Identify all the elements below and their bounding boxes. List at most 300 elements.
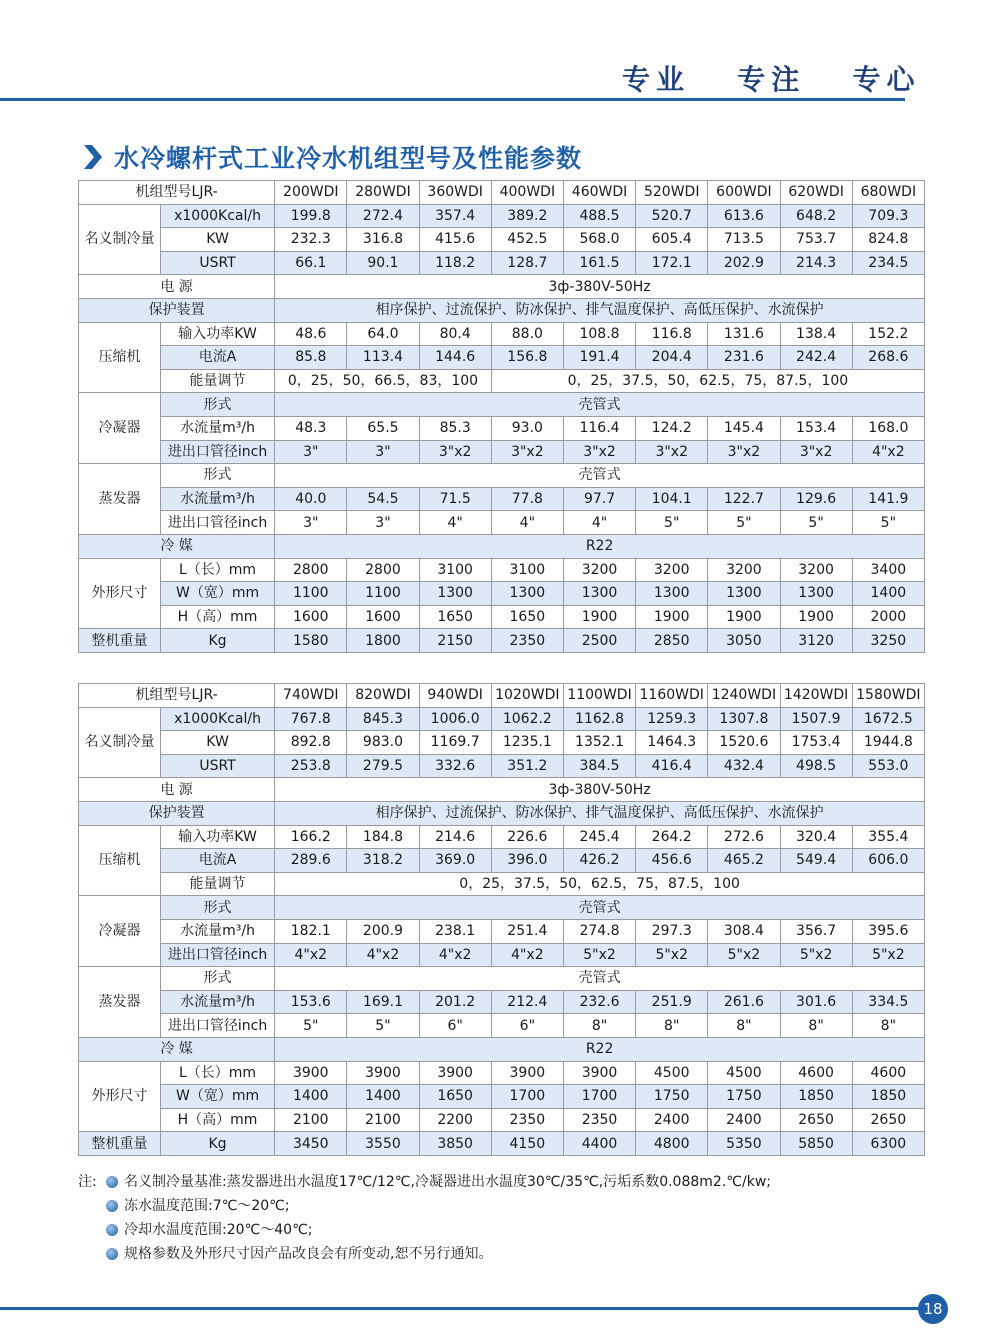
row-label: 能量调节 bbox=[160, 369, 274, 393]
row-label: 水流量m³/h bbox=[160, 487, 274, 511]
input-power: 80.4 bbox=[419, 322, 491, 346]
condenser-flow: 93.0 bbox=[491, 416, 563, 440]
weight: 4400 bbox=[563, 1132, 635, 1156]
capacity-usrt: 279.5 bbox=[347, 754, 419, 778]
evaporator-pipe: 8" bbox=[708, 1014, 780, 1038]
height: 1900 bbox=[563, 605, 635, 629]
row-label: 输入功率KW bbox=[160, 322, 274, 346]
power-label: 电 源 bbox=[79, 778, 275, 802]
page-number: 18 bbox=[918, 1294, 948, 1324]
condenser-pipe: 5"x2 bbox=[852, 943, 924, 967]
table-row bbox=[79, 393, 925, 417]
notes-label: 注: bbox=[78, 1174, 97, 1190]
dimensions-label: 外形尺寸 bbox=[79, 1061, 161, 1132]
spec-table-1 bbox=[78, 180, 925, 653]
width: 1300 bbox=[563, 582, 635, 606]
model-header: 1100WDI bbox=[563, 684, 635, 708]
evaporator-pipe: 3" bbox=[347, 511, 419, 535]
condenser-pipe: 4"x2 bbox=[491, 943, 563, 967]
capacity-kcal: 1507.9 bbox=[780, 707, 852, 731]
model-header: 620WDI bbox=[780, 181, 852, 205]
condenser-flow: 308.4 bbox=[708, 919, 780, 943]
weight: 3450 bbox=[275, 1132, 347, 1156]
evaporator-pipe: 5" bbox=[708, 511, 780, 535]
table-row bbox=[79, 416, 925, 440]
section-title: 水冷螺杆式工业冷水机组型号及性能参数 bbox=[114, 144, 583, 173]
input-power: 116.8 bbox=[636, 322, 708, 346]
length: 3900 bbox=[275, 1061, 347, 1085]
table-row bbox=[79, 298, 925, 322]
height: 2350 bbox=[563, 1108, 635, 1132]
evaporator-flow: 201.2 bbox=[419, 990, 491, 1014]
row-label: H（高）mm bbox=[160, 605, 274, 629]
length: 3900 bbox=[347, 1061, 419, 1085]
row-label: 形式 bbox=[160, 464, 274, 488]
height: 1900 bbox=[708, 605, 780, 629]
capacity-kcal: 1259.3 bbox=[636, 707, 708, 731]
refrigerant-label: 冷 媒 bbox=[79, 534, 275, 558]
table-row bbox=[79, 919, 925, 943]
condenser-pipe: 5"x2 bbox=[780, 943, 852, 967]
capacity-kcal: 1006.0 bbox=[419, 707, 491, 731]
bullet-icon bbox=[106, 1224, 118, 1236]
length: 3900 bbox=[491, 1061, 563, 1085]
evaporator-pipe: 6" bbox=[491, 1014, 563, 1038]
table-row bbox=[79, 990, 925, 1014]
capacity-kw: 753.7 bbox=[780, 228, 852, 252]
table-row bbox=[79, 275, 925, 299]
current: 318.2 bbox=[347, 849, 419, 873]
capacity-usrt: 351.2 bbox=[491, 754, 563, 778]
evaporator-label: 蒸发器 bbox=[79, 464, 161, 535]
length: 3200 bbox=[780, 558, 852, 582]
refrigerant-value: R22 bbox=[275, 534, 925, 558]
evaporator-flow: 153.6 bbox=[275, 990, 347, 1014]
condenser-flow: 85.3 bbox=[419, 416, 491, 440]
capacity-kw: 452.5 bbox=[491, 228, 563, 252]
model-header: 820WDI bbox=[347, 684, 419, 708]
current: 242.4 bbox=[780, 346, 852, 370]
weight: 1580 bbox=[275, 629, 347, 653]
width: 1400 bbox=[275, 1085, 347, 1109]
capacity-usrt: 416.4 bbox=[636, 754, 708, 778]
protection-label: 保护装置 bbox=[79, 298, 275, 322]
notes bbox=[78, 1170, 771, 1266]
height: 1650 bbox=[419, 605, 491, 629]
row-label: 进出口管径inch bbox=[160, 1014, 274, 1038]
width: 1700 bbox=[563, 1085, 635, 1109]
capacity-usrt: 128.7 bbox=[491, 251, 563, 275]
footer-rule bbox=[0, 1307, 918, 1310]
capacity-kw: 415.6 bbox=[419, 228, 491, 252]
condenser-pipe: 3" bbox=[347, 440, 419, 464]
capacity-kw: 316.8 bbox=[347, 228, 419, 252]
weight-label: 整机重量 bbox=[79, 1132, 161, 1156]
table-row bbox=[79, 967, 925, 991]
input-power: 108.8 bbox=[563, 322, 635, 346]
evaporator-flow: 97.7 bbox=[563, 487, 635, 511]
capacity-usrt: 332.6 bbox=[419, 754, 491, 778]
bullet-icon bbox=[106, 1176, 118, 1188]
row-label: USRT bbox=[160, 754, 274, 778]
condenser-flow: 200.9 bbox=[347, 919, 419, 943]
current: 156.8 bbox=[491, 346, 563, 370]
condenser-pipe: 4"x2 bbox=[275, 943, 347, 967]
input-power: 64.0 bbox=[347, 322, 419, 346]
width: 1300 bbox=[780, 582, 852, 606]
note-item bbox=[78, 1170, 771, 1194]
weight: 2150 bbox=[419, 629, 491, 653]
capacity-group-label: 名义制冷量 bbox=[79, 707, 161, 778]
capacity-kw: 1169.7 bbox=[419, 731, 491, 755]
length: 4600 bbox=[780, 1061, 852, 1085]
row-label: 水流量m³/h bbox=[160, 919, 274, 943]
evaporator-pipe: 5" bbox=[636, 511, 708, 535]
model-header: 1020WDI bbox=[491, 684, 563, 708]
dimensions-label: 外形尺寸 bbox=[79, 558, 161, 629]
current: 144.6 bbox=[419, 346, 491, 370]
capacity-group-label: 名义制冷量 bbox=[79, 204, 161, 275]
capacity-control: 0，25，50，66.5，83，100 bbox=[275, 369, 492, 393]
input-power: 355.4 bbox=[852, 825, 924, 849]
row-label: 水流量m³/h bbox=[160, 416, 274, 440]
capacity-usrt: 214.3 bbox=[780, 251, 852, 275]
length: 3400 bbox=[852, 558, 924, 582]
current: 113.4 bbox=[347, 346, 419, 370]
condenser-pipe: 5"x2 bbox=[636, 943, 708, 967]
condenser-flow: 297.3 bbox=[636, 919, 708, 943]
table-row bbox=[79, 629, 925, 653]
width: 1300 bbox=[708, 582, 780, 606]
weight: 3050 bbox=[708, 629, 780, 653]
evaporator-pipe: 8" bbox=[780, 1014, 852, 1038]
row-label: 能量调节 bbox=[160, 872, 274, 896]
evaporator-flow: 232.6 bbox=[563, 990, 635, 1014]
table-row bbox=[79, 228, 925, 252]
table-row bbox=[79, 204, 925, 228]
model-header: 1240WDI bbox=[708, 684, 780, 708]
table-row bbox=[79, 534, 925, 558]
condenser-pipe: 4"x2 bbox=[347, 943, 419, 967]
model-header: 1580WDI bbox=[852, 684, 924, 708]
capacity-kw: 892.8 bbox=[275, 731, 347, 755]
row-label: 形式 bbox=[160, 896, 274, 920]
condenser-flow: 168.0 bbox=[852, 416, 924, 440]
row-label: W（宽）mm bbox=[160, 582, 274, 606]
table-row bbox=[79, 1037, 925, 1061]
capacity-usrt: 553.0 bbox=[852, 754, 924, 778]
current: 85.8 bbox=[275, 346, 347, 370]
evaporator-flow: 77.8 bbox=[491, 487, 563, 511]
capacity-kcal: 845.3 bbox=[347, 707, 419, 731]
capacity-control: 0，25，37.5，50，62.5，75，87.5，100 bbox=[275, 872, 925, 896]
capacity-kw: 605.4 bbox=[636, 228, 708, 252]
evaporator-pipe: 3" bbox=[275, 511, 347, 535]
row-label: 进出口管径inch bbox=[160, 943, 274, 967]
model-header: 360WDI bbox=[419, 181, 491, 205]
protection-value: 相序保护、过流保护、防冰保护、排气温度保护、高低压保护、水流保护 bbox=[275, 801, 925, 825]
capacity-kcal: 272.4 bbox=[347, 204, 419, 228]
model-header: 740WDI bbox=[275, 684, 347, 708]
input-power: 48.6 bbox=[275, 322, 347, 346]
condenser-pipe: 3"x2 bbox=[780, 440, 852, 464]
table-row bbox=[79, 872, 925, 896]
weight: 3550 bbox=[347, 1132, 419, 1156]
height: 2650 bbox=[780, 1108, 852, 1132]
evaporator-pipe: 4" bbox=[563, 511, 635, 535]
table-row bbox=[79, 440, 925, 464]
height: 2100 bbox=[347, 1108, 419, 1132]
evaporator-pipe: 4" bbox=[419, 511, 491, 535]
condenser-pipe: 3"x2 bbox=[419, 440, 491, 464]
table-row bbox=[79, 346, 925, 370]
condenser-pipe: 3"x2 bbox=[491, 440, 563, 464]
input-power: 264.2 bbox=[636, 825, 708, 849]
row-label: 形式 bbox=[160, 967, 274, 991]
row-label: 进出口管径inch bbox=[160, 511, 274, 535]
weight-label: 整机重量 bbox=[79, 629, 161, 653]
evaporator-flow: 261.6 bbox=[708, 990, 780, 1014]
capacity-usrt: 90.1 bbox=[347, 251, 419, 275]
spec-table-2 bbox=[78, 683, 925, 1156]
input-power: 272.6 bbox=[708, 825, 780, 849]
table-row bbox=[79, 322, 925, 346]
note-text: 冻水温度范围:7℃～20℃; bbox=[124, 1198, 290, 1214]
evaporator-pipe: 5" bbox=[780, 511, 852, 535]
compressor-label: 压缩机 bbox=[79, 322, 161, 393]
height: 2400 bbox=[708, 1108, 780, 1132]
model-header: 520WDI bbox=[636, 181, 708, 205]
evaporator-flow: 141.9 bbox=[852, 487, 924, 511]
row-label: USRT bbox=[160, 251, 274, 275]
model-header: 940WDI bbox=[419, 684, 491, 708]
condenser-label: 冷凝器 bbox=[79, 896, 161, 967]
height: 1600 bbox=[275, 605, 347, 629]
table-row bbox=[79, 558, 925, 582]
power-label: 电 源 bbox=[79, 275, 275, 299]
weight: 5350 bbox=[708, 1132, 780, 1156]
current: 289.6 bbox=[275, 849, 347, 873]
model-header: 200WDI bbox=[275, 181, 347, 205]
input-power: 226.6 bbox=[491, 825, 563, 849]
table-row bbox=[79, 896, 925, 920]
height: 2200 bbox=[419, 1108, 491, 1132]
capacity-kcal: 357.4 bbox=[419, 204, 491, 228]
condenser-flow: 251.4 bbox=[491, 919, 563, 943]
evaporator-pipe: 4" bbox=[491, 511, 563, 535]
row-label: x1000Kcal/h bbox=[160, 204, 274, 228]
evaporator-flow: 54.5 bbox=[347, 487, 419, 511]
input-power: 184.8 bbox=[347, 825, 419, 849]
table-row bbox=[79, 1014, 925, 1038]
table-row bbox=[79, 181, 925, 205]
width: 1750 bbox=[708, 1085, 780, 1109]
model-header: 600WDI bbox=[708, 181, 780, 205]
capacity-kcal: 1672.5 bbox=[852, 707, 924, 731]
length: 3900 bbox=[563, 1061, 635, 1085]
evaporator-pipe: 5" bbox=[347, 1014, 419, 1038]
table-row bbox=[79, 707, 925, 731]
length: 3200 bbox=[563, 558, 635, 582]
bullet-icon bbox=[106, 1200, 118, 1212]
width: 1400 bbox=[347, 1085, 419, 1109]
row-label: Kg bbox=[160, 1132, 274, 1156]
evaporator-pipe: 8" bbox=[852, 1014, 924, 1038]
table-row bbox=[79, 1061, 925, 1085]
capacity-usrt: 118.2 bbox=[419, 251, 491, 275]
condenser-flow: 182.1 bbox=[275, 919, 347, 943]
condenser-pipe: 4"x2 bbox=[852, 440, 924, 464]
model-header: 680WDI bbox=[852, 181, 924, 205]
header-rule bbox=[0, 98, 905, 101]
capacity-kcal: 1162.8 bbox=[563, 707, 635, 731]
length: 3100 bbox=[419, 558, 491, 582]
condenser-pipe: 3"x2 bbox=[636, 440, 708, 464]
table-row bbox=[79, 825, 925, 849]
section-heading bbox=[82, 140, 582, 174]
input-power: 245.4 bbox=[563, 825, 635, 849]
table-row bbox=[79, 251, 925, 275]
table-row bbox=[79, 464, 925, 488]
model-label: 机组型号LJR- bbox=[79, 684, 275, 708]
weight: 6300 bbox=[852, 1132, 924, 1156]
input-power: 152.2 bbox=[852, 322, 924, 346]
model-header: 400WDI bbox=[491, 181, 563, 205]
evaporator-flow: 104.1 bbox=[636, 487, 708, 511]
compressor-label: 压缩机 bbox=[79, 825, 161, 896]
evaporator-flow: 301.6 bbox=[780, 990, 852, 1014]
current: 456.6 bbox=[636, 849, 708, 873]
row-label: 电流A bbox=[160, 849, 274, 873]
table-row bbox=[79, 754, 925, 778]
model-header: 1160WDI bbox=[636, 684, 708, 708]
row-label: 水流量m³/h bbox=[160, 990, 274, 1014]
table-row bbox=[79, 1108, 925, 1132]
capacity-kcal: 767.8 bbox=[275, 707, 347, 731]
capacity-kw: 1352.1 bbox=[563, 731, 635, 755]
capacity-kw: 983.0 bbox=[347, 731, 419, 755]
condenser-flow: 124.2 bbox=[636, 416, 708, 440]
input-power: 88.0 bbox=[491, 322, 563, 346]
row-label: L（长）mm bbox=[160, 558, 274, 582]
refrigerant-value: R22 bbox=[275, 1037, 925, 1061]
current: 191.4 bbox=[563, 346, 635, 370]
table-row bbox=[79, 1132, 925, 1156]
capacity-kcal: 709.3 bbox=[852, 204, 924, 228]
model-header: 1420WDI bbox=[780, 684, 852, 708]
condenser-flow: 116.4 bbox=[563, 416, 635, 440]
current: 204.4 bbox=[636, 346, 708, 370]
power-supply: 3ф-380V-50Hz bbox=[275, 275, 925, 299]
input-power: 320.4 bbox=[780, 825, 852, 849]
power-supply: 3ф-380V-50Hz bbox=[275, 778, 925, 802]
evaporator-pipe: 5" bbox=[852, 511, 924, 535]
height: 2400 bbox=[636, 1108, 708, 1132]
weight: 2850 bbox=[636, 629, 708, 653]
capacity-kw: 824.8 bbox=[852, 228, 924, 252]
capacity-kcal: 1062.2 bbox=[491, 707, 563, 731]
condenser-flow: 274.8 bbox=[563, 919, 635, 943]
current: 396.0 bbox=[491, 849, 563, 873]
current: 268.6 bbox=[852, 346, 924, 370]
width: 1100 bbox=[275, 582, 347, 606]
capacity-usrt: 161.5 bbox=[563, 251, 635, 275]
note-item bbox=[78, 1218, 771, 1242]
row-label: W（宽）mm bbox=[160, 1085, 274, 1109]
evaporator-flow: 122.7 bbox=[708, 487, 780, 511]
capacity-usrt: 498.5 bbox=[780, 754, 852, 778]
row-label: 电流A bbox=[160, 346, 274, 370]
condenser-pipe: 3"x2 bbox=[708, 440, 780, 464]
height: 2650 bbox=[852, 1108, 924, 1132]
capacity-kw: 1464.3 bbox=[636, 731, 708, 755]
weight: 5850 bbox=[780, 1132, 852, 1156]
row-label: Kg bbox=[160, 629, 274, 653]
capacity-kcal: 199.8 bbox=[275, 204, 347, 228]
evaporator-pipe: 8" bbox=[563, 1014, 635, 1038]
length: 3100 bbox=[491, 558, 563, 582]
row-label: x1000Kcal/h bbox=[160, 707, 274, 731]
table-row bbox=[79, 511, 925, 535]
length: 4600 bbox=[852, 1061, 924, 1085]
condenser-flow: 48.3 bbox=[275, 416, 347, 440]
condenser-flow: 65.5 bbox=[347, 416, 419, 440]
length: 4500 bbox=[636, 1061, 708, 1085]
length: 2800 bbox=[347, 558, 419, 582]
height: 1900 bbox=[780, 605, 852, 629]
condenser-flow: 356.7 bbox=[780, 919, 852, 943]
note-text: 名义制冷量基准:蒸发器进出水温度17℃/12℃,冷凝器进出水温度30℃/35℃,污垢系数0.088m2.℃/kw; bbox=[124, 1174, 771, 1190]
length: 4500 bbox=[708, 1061, 780, 1085]
condenser-flow: 395.6 bbox=[852, 919, 924, 943]
evaporator-flow: 129.6 bbox=[780, 487, 852, 511]
capacity-usrt: 432.4 bbox=[708, 754, 780, 778]
width: 1300 bbox=[419, 582, 491, 606]
condenser-form: 壳管式 bbox=[275, 393, 925, 417]
width: 1850 bbox=[852, 1085, 924, 1109]
height: 1650 bbox=[491, 605, 563, 629]
evaporator-pipe: 5" bbox=[275, 1014, 347, 1038]
weight: 3850 bbox=[419, 1132, 491, 1156]
input-power: 138.4 bbox=[780, 322, 852, 346]
input-power: 166.2 bbox=[275, 825, 347, 849]
height: 2000 bbox=[852, 605, 924, 629]
condenser-label: 冷凝器 bbox=[79, 393, 161, 464]
capacity-kw: 1753.4 bbox=[780, 731, 852, 755]
capacity-kw: 713.5 bbox=[708, 228, 780, 252]
condenser-flow: 153.4 bbox=[780, 416, 852, 440]
row-label: KW bbox=[160, 228, 274, 252]
table-row bbox=[79, 684, 925, 708]
weight: 2350 bbox=[491, 629, 563, 653]
refrigerant-label: 冷 媒 bbox=[79, 1037, 275, 1061]
width: 1650 bbox=[419, 1085, 491, 1109]
condenser-pipe: 5"x2 bbox=[563, 943, 635, 967]
table-row bbox=[79, 582, 925, 606]
evaporator-flow: 169.1 bbox=[347, 990, 419, 1014]
condenser-pipe: 5"x2 bbox=[708, 943, 780, 967]
width: 1300 bbox=[636, 582, 708, 606]
capacity-usrt: 234.5 bbox=[852, 251, 924, 275]
width: 1700 bbox=[491, 1085, 563, 1109]
chevron-right-icon bbox=[82, 143, 104, 171]
width: 1300 bbox=[491, 582, 563, 606]
table-row bbox=[79, 801, 925, 825]
evaporator-form: 壳管式 bbox=[275, 464, 925, 488]
height: 2100 bbox=[275, 1108, 347, 1132]
table-row bbox=[79, 943, 925, 967]
capacity-usrt: 202.9 bbox=[708, 251, 780, 275]
